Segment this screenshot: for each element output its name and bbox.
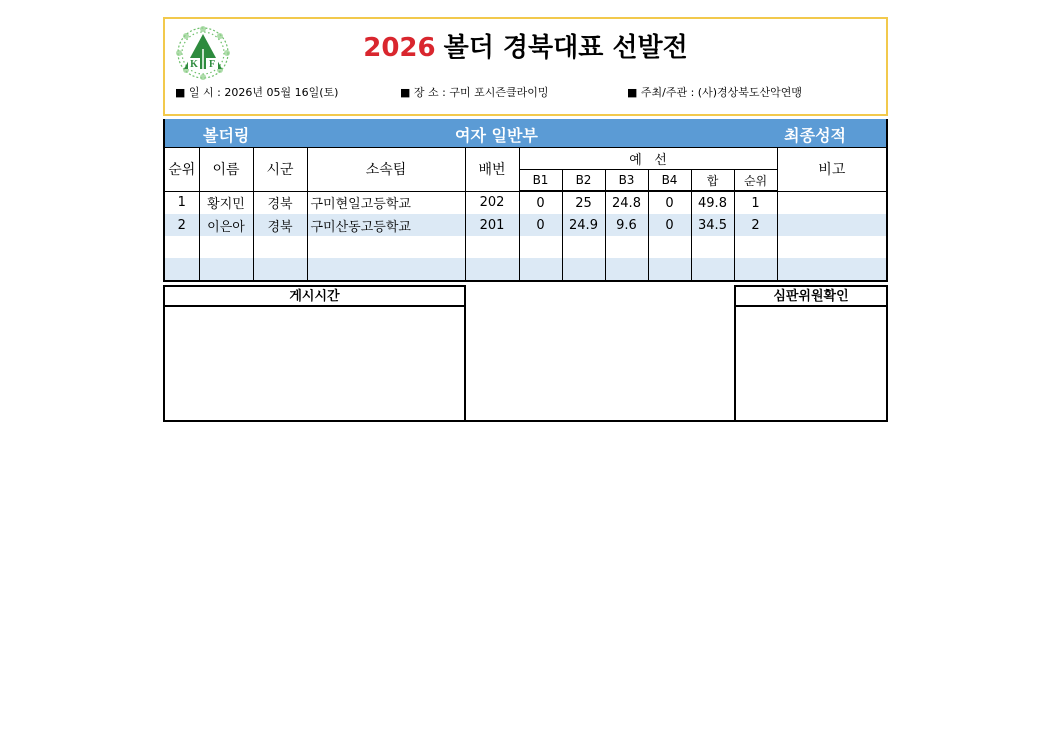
banner-stage: 최종성적 xyxy=(784,126,846,145)
cell-sum: 49.8 xyxy=(691,191,734,214)
judge-confirm-panel xyxy=(734,285,886,422)
signoff-area xyxy=(163,285,888,422)
cell-qual-rank: 1 xyxy=(734,191,777,214)
cell-bib: 202 xyxy=(465,191,519,214)
table-row xyxy=(164,191,887,214)
cell-team: 구미산동고등학교 xyxy=(307,214,465,236)
cell-b3: 24.8 xyxy=(605,191,648,214)
cell-b4: 0 xyxy=(648,191,691,214)
division-banner xyxy=(163,119,888,147)
header-note: 비고 xyxy=(777,148,887,192)
cell-city: 경북 xyxy=(253,214,307,236)
header-name: 이름 xyxy=(199,148,253,192)
event-host: ■ 주최/주관 : (사)경상북도산악연맹 xyxy=(627,86,803,99)
cell-sum: 34.5 xyxy=(691,214,734,236)
cell-b2: 25 xyxy=(562,191,605,214)
cell-b4: 0 xyxy=(648,214,691,236)
cell-note xyxy=(777,214,887,236)
event-venue: ■ 장 소 : 구미 포시즌클라이밍 xyxy=(400,86,549,99)
cell-b1: 0 xyxy=(519,191,562,214)
header-b3: B3 xyxy=(605,170,648,192)
table-row-empty xyxy=(164,236,887,258)
cell-b2: 24.9 xyxy=(562,214,605,236)
header-qual-rank: 순위 xyxy=(734,170,777,192)
judge-confirm-label: 심판위원확인 xyxy=(736,285,886,307)
cell-note xyxy=(777,191,887,214)
cell-b3: 9.6 xyxy=(605,214,648,236)
page-title xyxy=(165,27,886,64)
header-b1: B1 xyxy=(519,170,562,192)
cell-team: 구미현일고등학교 xyxy=(307,191,465,214)
table-row xyxy=(164,214,887,236)
title-year: 2026 xyxy=(363,33,436,63)
header-city: 시군 xyxy=(253,148,307,192)
cell-bib: 201 xyxy=(465,214,519,236)
title-text: 볼더 경북대표 선발전 xyxy=(443,33,688,63)
cell-name: 황지민 xyxy=(199,191,253,214)
table-row-empty xyxy=(164,258,887,281)
header-team: 소속팀 xyxy=(307,148,465,192)
posting-time-panel xyxy=(165,285,466,422)
header-qualifier: 예 선 xyxy=(519,148,777,170)
cell-qual-rank: 2 xyxy=(734,214,777,236)
event-date: ■ 일 시 : 2026년 05월 16일(토) xyxy=(175,86,339,99)
banner-division: 여자 일반부 xyxy=(455,126,538,145)
logo-letter-f: F xyxy=(208,59,216,70)
results-table xyxy=(163,147,888,282)
cell-city: 경북 xyxy=(253,191,307,214)
cell-rank: 1 xyxy=(164,191,199,214)
cell-rank: 2 xyxy=(164,214,199,236)
sheet-header xyxy=(163,17,888,116)
header-b2: B2 xyxy=(562,170,605,192)
logo-letter-k: K xyxy=(190,59,198,70)
header-sum: 합 xyxy=(691,170,734,192)
posting-time-label: 게시시간 xyxy=(165,285,464,307)
cell-name: 이은아 xyxy=(199,214,253,236)
header-rank: 순위 xyxy=(164,148,199,192)
cell-b1: 0 xyxy=(519,214,562,236)
header-bib: 배번 xyxy=(465,148,519,192)
banner-event: 볼더링 xyxy=(203,126,250,145)
header-b4: B4 xyxy=(648,170,691,192)
